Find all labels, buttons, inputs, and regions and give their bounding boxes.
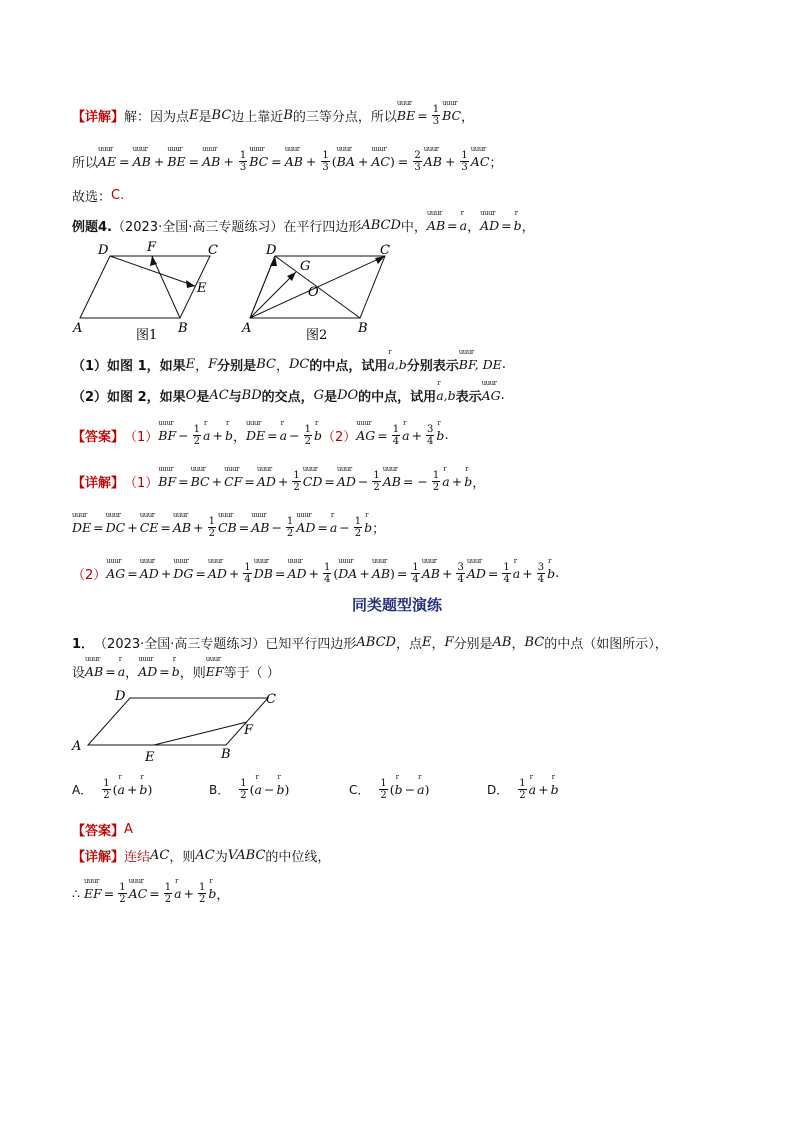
example-title: 例题4. [72,220,112,235]
point-o: O [185,388,197,403]
text-express: 分别表示 [406,359,459,374]
vectors-bf-de: uuur BF, DE [459,357,502,372]
parallelogram-abcd: ABCD [361,218,401,233]
q1-text: （1）如图 1，如果 [72,359,186,374]
vector-ag: uuur AG [482,388,501,403]
detail-part-1: （1） [124,476,159,491]
detail-line-2 [72,150,502,173]
answer-part-2: （2） [321,430,357,445]
detail-4-line-3: （2） uuur AG = uuur AD + uuur DG = uuur AD + $\frac{1}{4}$ uuur DB = uuur AD + $\frac{1}{4}$ ( uuur DA + uuur AB ) = $\frac{1}{4}$ uuur AB + $\frac{3}{4}$ uuur AD = $\frac{1}{4}$ r a + $\frac{3}{4}$ r b . [72,562,559,585]
label-a: A [73,321,83,336]
text: 为 [214,850,228,865]
segment-bc: BC [524,635,545,650]
text: ，则 [179,666,206,681]
detail-part-2: （2） [72,568,107,583]
text-therefore: 所以 [72,156,99,171]
point-e: E [189,108,199,123]
segment-ac: AC [195,848,215,863]
point-e: E [421,635,432,650]
label-c: C [208,243,218,258]
answer-4: 【答案】 （1） uuur BF − $\frac{1}{2}$ r a + r b ， uuur DE = r a − $\frac{1}{2}$ r b （2） uuur AG = $\frac{1}{4}$ r a + $\frac{3}{4}$ r b . [72,424,449,447]
option-c[interactable]: C． $\frac{1}{2}$ ( r b − r a ) [349,778,430,801]
text-trisect: 的三等分点，所以 [292,110,397,125]
text-near: 边上靠近 [231,110,284,125]
figure-1-caption: 图1 [136,328,158,343]
text: 分别是 [453,637,493,652]
segment-ac: AC [150,848,170,863]
segment-bc: BC [256,357,276,372]
label-g: G [300,259,311,274]
period: . [500,388,505,403]
text-in: 中， [400,220,427,235]
plus: + [223,154,234,169]
section-title: 同类题型演练 [351,596,442,614]
text-is: 是 [196,390,210,405]
text-midpoint: 的中点，试用 [309,359,388,374]
text: ， [431,637,445,652]
equals: = [447,218,458,233]
detail-tag: 【详解】 [72,110,125,125]
option-b[interactable]: B． $\frac{1}{2}$ ( r a − r b ) [209,778,289,801]
vector-de: uuur DE [246,428,265,443]
text: 设 [72,666,86,681]
label-f: F [147,240,157,255]
vector-ab: uuur AB [202,154,220,169]
choice-value: C. [111,188,125,203]
figure-3-parallelogram [70,688,290,768]
line-bf [152,256,180,318]
question-1: （1）如图 1，如果 E ， F 分别是 BC ， DC 的中点，试用 r a,b 分别表示 uuur BF, DE . [72,355,506,374]
vector-b: r b [514,218,522,233]
question-2 [72,386,505,405]
vector-ad: uuur AD [480,218,499,233]
line-ef [154,722,247,745]
equals: = [271,154,282,169]
choice-label: 故选： [72,190,112,205]
vector-ab: uuur AB [427,218,445,233]
label-e: E [197,281,207,296]
answer-tag: 【答案】 [72,824,125,839]
text: ，点 [395,637,422,652]
answer-tag: 【答案】 [72,430,125,445]
point-f: F [444,635,454,650]
label-e: E [145,750,155,765]
triangle-abc: VABC [227,848,266,863]
label-c: C [266,692,276,707]
text-intersection: 的交点， [261,390,314,405]
plus: + [305,154,317,169]
option-label: A． [72,783,93,797]
vector-bc: uuur BC [249,154,268,169]
segment-ac: AC [209,388,229,403]
text-express: 表示 [455,390,482,405]
choice-line [72,186,124,205]
problem-1-line-2: 设 uuur AB = r a ， uuur AD = r b ，则 uuur EF 等于（ ） [72,662,280,681]
vector-ac: uuur AC [371,154,390,169]
detail-4-line-1: 【详解】 （1） uuur BF = uuur BC + uuur CF = uuur AD + $\frac{1}{2}$ uuur CD = uuur AD − $\frac{1}{2}$ uuur AB = − $\frac{1}{2}$ r a + r b ， [72,470,485,493]
segment-dc: DC [288,357,310,372]
figure-1-parallelogram [70,238,230,348]
vector-be: uuur BE [167,154,185,169]
figure-2-parallelogram [240,238,400,348]
segment-bc: BC [211,108,232,123]
parallelogram-abcd: ABCD [356,635,396,650]
option-a[interactable]: A． $\frac{1}{2}$ ( r a + r b ) [72,778,152,801]
example4-line [72,216,535,235]
equals: = [188,154,200,169]
answer-value: A [124,822,133,837]
option-d[interactable]: D． $\frac{1}{2}$ r a + r b [487,778,559,801]
problem-source: （2023·全国·高三专题练习）已知平行四边形 [94,637,357,652]
text-are: 分别是 [217,359,257,374]
label-a: A [72,739,82,754]
fraction: $\frac{1}{3}$ [239,150,247,173]
point-g: G [313,388,325,403]
vector-be: uuur BE [397,108,415,123]
segment-ab: AB [492,635,512,650]
problem-1-line-1 [72,633,668,652]
therefore-sign: ∴ [72,886,80,901]
text-midpoint: 的中点，试用 [358,390,437,405]
option-label: B． [209,783,230,797]
vector-ab: uuur AB [285,154,303,169]
text: 的中位线， [265,850,331,865]
vector-bf: uuur BF [158,428,176,443]
comma: ， [521,220,535,235]
text: ，则 [169,850,196,865]
option-label: D． [487,783,509,797]
text-and: 与 [228,390,242,405]
period: . [501,357,506,372]
vector-ab: uuur AB [424,154,442,169]
fraction: $\frac{1}{3}$ [461,150,468,173]
equals: = [119,154,130,169]
answer-1 [72,820,133,839]
label-d: D [115,689,126,704]
semicolon: ； [489,156,503,171]
equals: = [501,218,512,233]
label-f: F [244,723,254,738]
problem-number: 1． [72,637,95,652]
paren: ) [389,154,395,169]
q2-text: （2）如图 2，如果 [72,390,186,405]
example-source: （2023·全国·高三专题练习）在平行四边形 [111,220,362,235]
vector-ae: uuur AE [98,154,116,169]
vectors-ab: r a,b [436,388,455,403]
label-b: B [358,321,368,336]
segment-bd: BD [241,388,262,403]
detail-tag: 【详解】 [72,850,125,865]
detail-text: 连结 [124,850,151,865]
label-a: A [242,321,252,336]
label-b: B [221,747,231,762]
vector-bc: uuur BC [442,108,461,123]
text-is: 是 [324,390,338,405]
fraction: $\frac{2}{3}$ [414,150,421,173]
plus: + [444,154,456,169]
label-c: C [380,243,390,258]
label-o: O [308,285,319,300]
vector-ab: uuur AB [133,154,151,169]
fraction-one-third: $\frac{1}{3}$ [432,104,440,127]
vector-ac: uuur AC [471,154,490,169]
detail-4-line-2: uuur DE = uuur DC + uuur CE = uuur AB + $\frac{1}{2}$ uuur CB = uuur AB − $\frac{1}{2}$ uuur AD = r a − $\frac{1}{2}$ r b ； [72,516,385,539]
figure-2-caption: 图2 [306,328,328,343]
text-is: 是 [198,110,212,125]
text: 的中点（如图所示）， [544,637,668,652]
point-e: E [185,357,196,372]
detail-text: 解：因为点 [124,110,190,125]
conclusion-line: ∴ uuur EF = $\frac{1}{2}$ uuur AC = $\frac{1}{2}$ r a + $\frac{1}{2}$ r b ， [72,882,229,905]
segment-do: DO [337,388,359,403]
comma: ， [461,110,475,125]
label-b: B [178,321,188,336]
equals: = [417,108,428,123]
vector-ag: uuur AG [356,428,375,443]
plus: + [357,154,369,169]
vector-a: r a [460,218,467,233]
plus: + [153,154,165,169]
text: 等于（ ） [223,666,280,681]
text: ， [511,637,525,652]
label-d: D [266,243,277,258]
detail-p1 [72,846,330,865]
paren: ( [331,154,337,169]
detail-line-1 [72,104,474,127]
equals: = [397,154,409,169]
vector-ef: uuur EF [206,664,224,679]
option-label: C． [349,783,370,797]
vectors-ab: r a,b [387,357,406,372]
label-d: D [98,243,109,258]
comma: ， [467,220,481,235]
vector-ba: uuur BA [337,154,355,169]
point-f: F [208,357,218,372]
answer-part-1: （1） [124,430,159,445]
line-ag [250,272,296,318]
point-b: B [283,108,293,123]
fraction: $\frac{1}{3}$ [322,150,329,173]
detail-tag: 【详解】 [72,476,125,491]
